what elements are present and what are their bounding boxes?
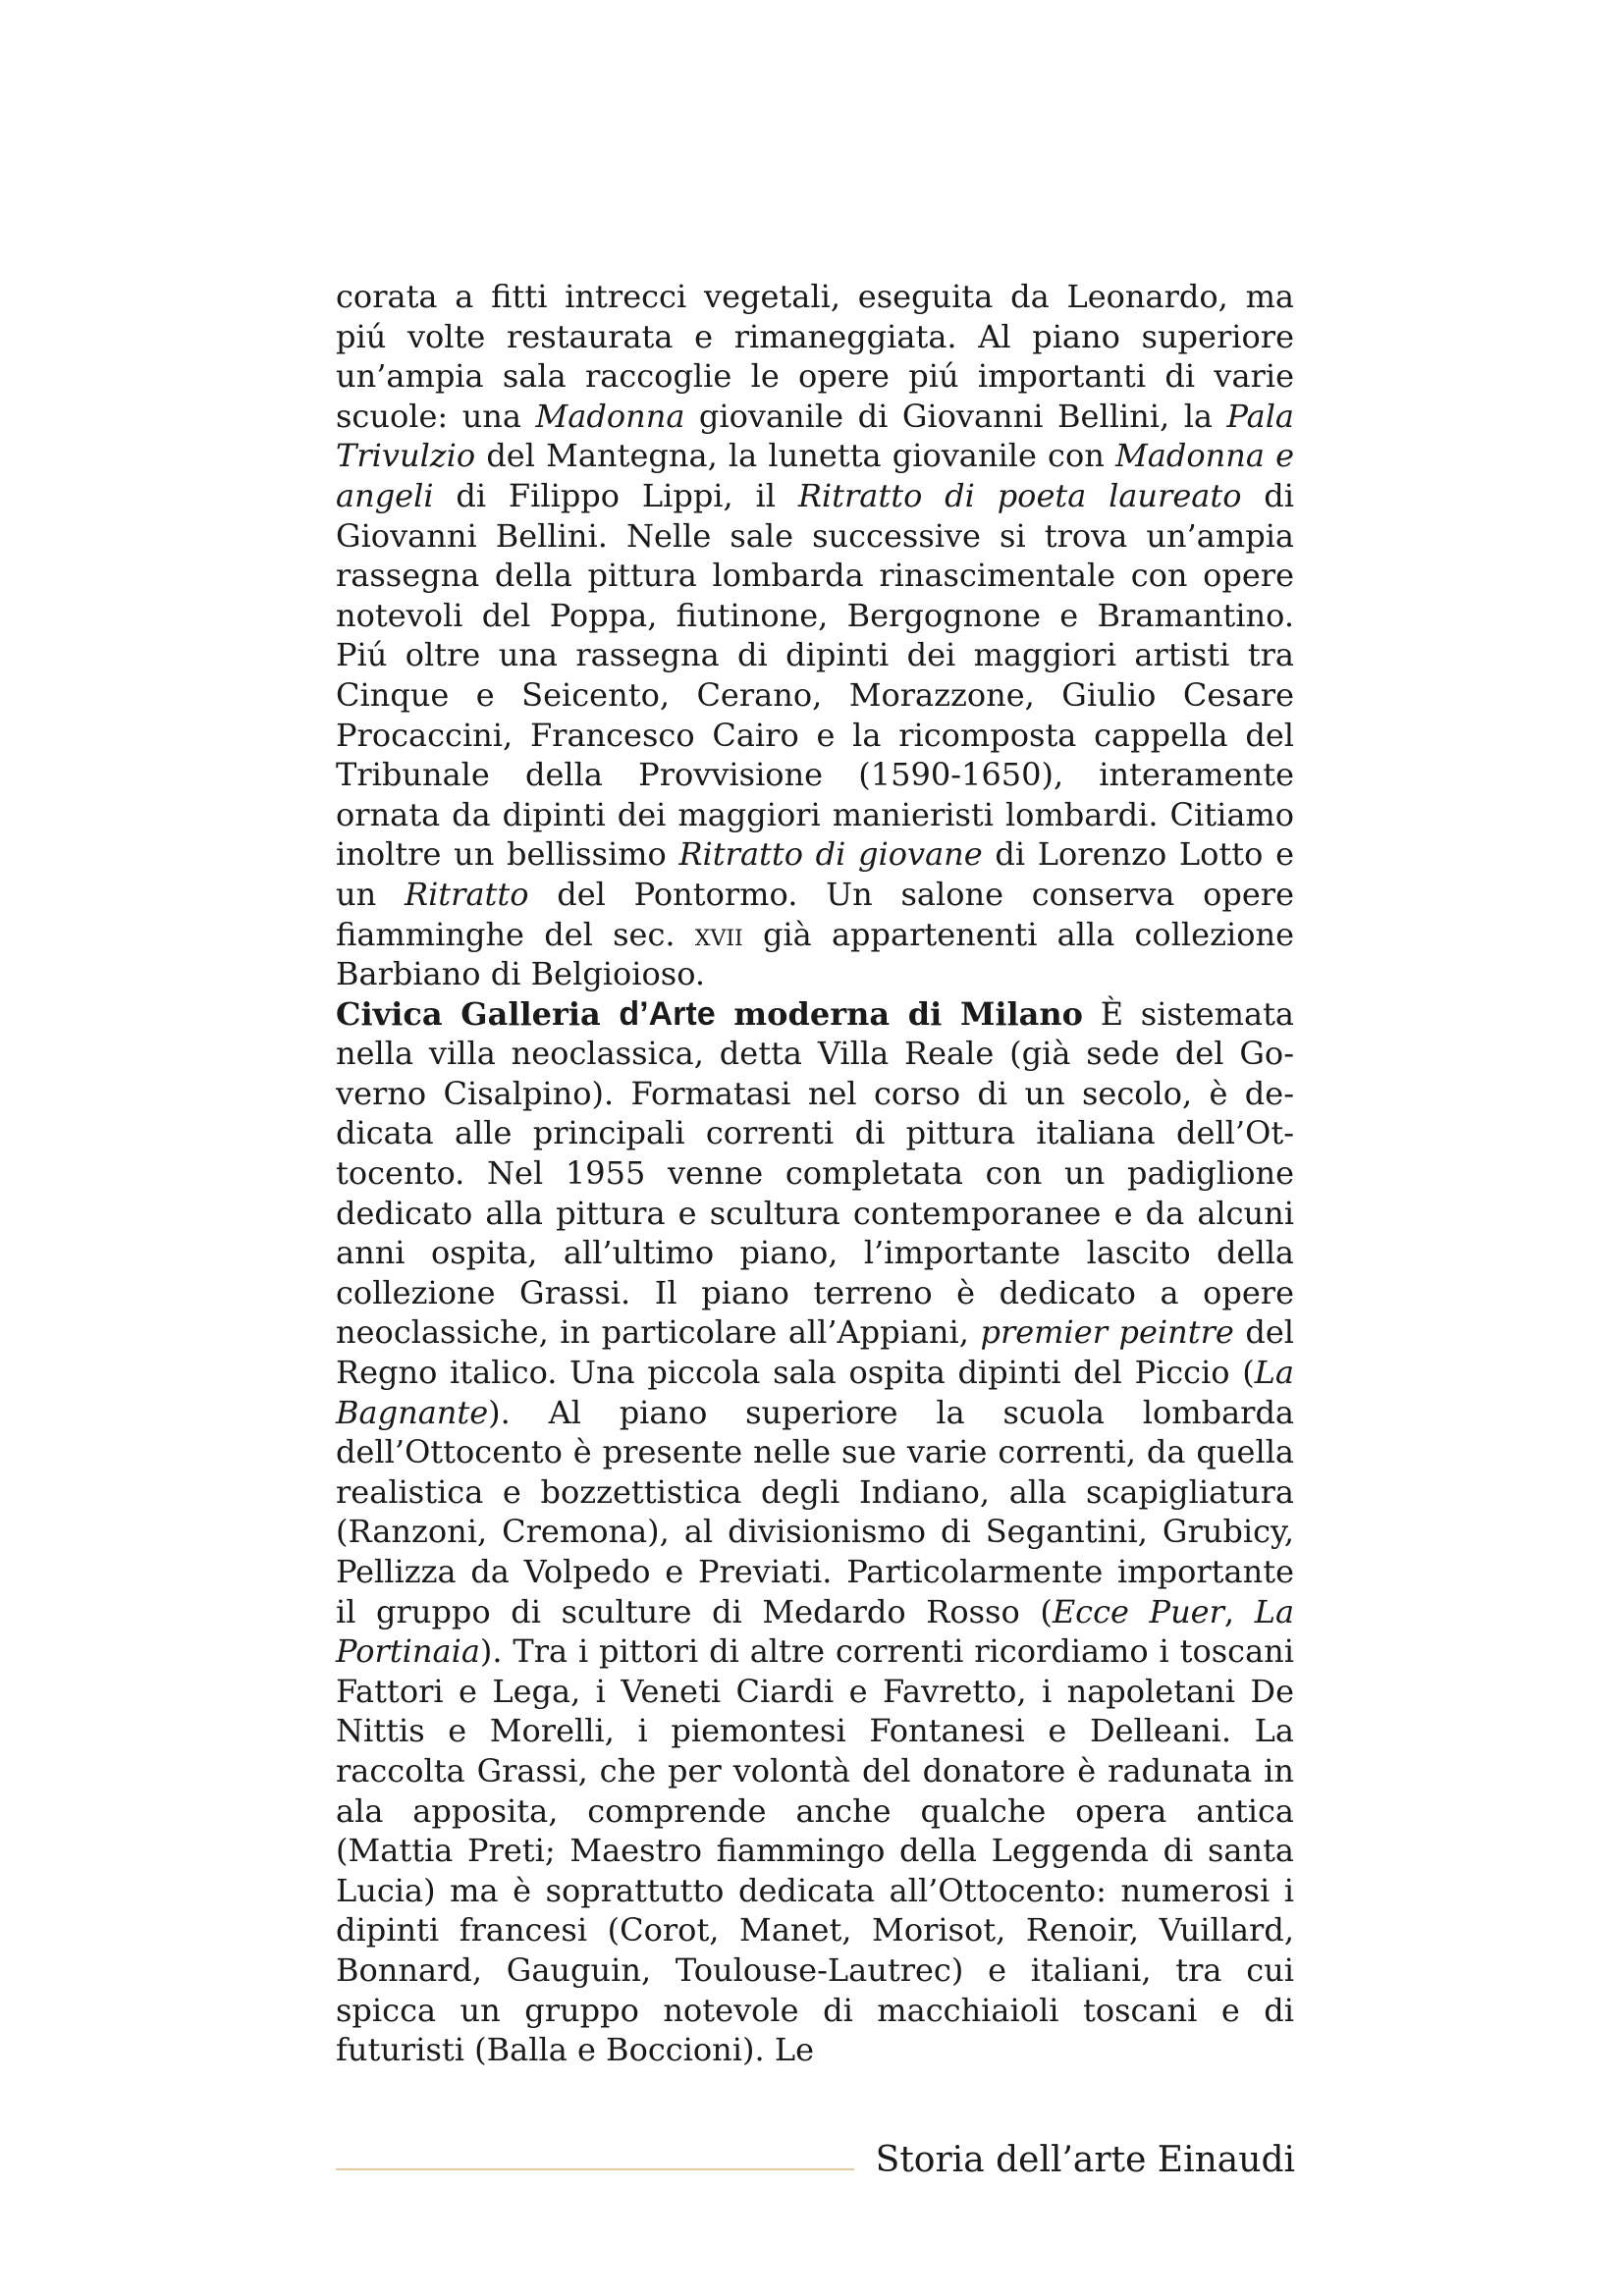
text-run: , [1223, 1592, 1255, 1630]
artwork-title: Ecce Puer [1052, 1592, 1224, 1630]
paragraph-1 [336, 277, 1294, 994]
text-run: del Mantegna, la lunetta giovanile con [475, 437, 1116, 475]
footer-rule [336, 2168, 854, 2170]
text-run: ). Tra i pittori di altre correnti ricordiamo i toscani Fattori e Lega, i Veneti Ciardi e Favretto, i napoletani De Nittis e Morelli, i piemontesi Fontanesi e Delleani. La raccolta Grassi, che per volontà del donatore è radunata in ala apposita, comprende anche qualche opera antica (Mattia Preti; Maestro fiammingo della Leggenda di santa Lucia) ma è soprattutto dedicata all’Ottocento: numerosi i dipinti francesi (Corot, Manet, Morisot, Renoir, Vuillard, Bonnard, Gauguin, Toulouse-Lautrec) e italiani, tra cui spicca un gruppo notevole di macchiaioli toscani e di futuristi (Balla e Boccioni). Le [336, 1632, 1294, 2069]
artwork-title: La Bagnante [336, 1354, 1294, 1431]
text-run: È sistemata nella villa neoclassica, detta Villa Reale (già sede del Governo Cisalpino). Formatasi nel corso di un secolo, è dedicata alle principali correnti di pittura italiana dell’Ottocento. Nel 1955 venne completata con un padiglione dedicato alla pittura e scultura contemporanee e da alcuni anni ospita, all’ultimo piano, l’importante lascito della collezione Grassi. Il piano terreno è dedicato a opere neoclassiche, in particolare all’Appiani, [336, 994, 1295, 1352]
body-text [336, 277, 1294, 2070]
text-run: ). Al piano superiore la scuola lombarda dell’Ottocento è presente nelle sue varie correnti, da quella realistica e bozzettistica degli Indiano, alla scapigliatura (Ranzoni, Cremona), al divisionismo di Segantini, Grubicy, Pellizza da Volpedo e Previati. Particolarmente importante il gruppo di sculture di Medardo Rosso ( [336, 1393, 1294, 1630]
artwork-title: Madonna [535, 397, 685, 435]
text-run: di Giovanni Bellini. Nelle sale successive si trova un’ampia rassegna della pittura lombarda rinascimentale con opere notevoli del Poppa, fiutinone, Bergognone e Bramantino. Piú oltre una rassegna di dipinti dei maggiori artisti tra Cinque e Seicento, Cerano, Morazzone, Giulio Cesare Procaccini, Francesco Cairo e la ricomposta cappella del Tribunale della Provvisione (1590-1650), interamente ornata da dipinti dei maggiori manieristi lombardi. Citiamo inoltre un bellissimo [336, 476, 1295, 874]
text-run: di Lorenzo Lotto e un [336, 835, 1295, 913]
text-run: del Regno italico. Una piccola sala ospita dipinti del Piccio ( [336, 1313, 1295, 1392]
section-heading [336, 995, 1083, 1033]
footer-title: Storia dell’arte Einaudi [875, 2140, 1295, 2180]
heading-part: d’Arte [619, 994, 716, 1033]
text-run: del Pontormo. Un salone conserva opere fiamminghe del sec. [336, 875, 1295, 953]
italic-phrase: premier peintre [980, 1313, 1234, 1352]
paragraph-2 [336, 994, 1294, 2070]
text-run: corata a fitti intrecci vegetali, eseguita da Leonardo, ma piú volte restaurata e rimaneggiata. Al piano superiore un’ampia sala raccoglie le opere piú importanti di varie scuole: una [336, 278, 1294, 435]
text-run: giovanile di Giovanni Bellini, la [684, 397, 1227, 435]
artwork-title: La Portinaia [336, 1592, 1295, 1671]
text-run: di Filippo Lippi, il [433, 476, 798, 514]
heading-part: Civica Galleria [336, 994, 620, 1033]
artwork-title: Ritratto di poeta laureato [797, 476, 1242, 514]
artwork-title: Pala Trivulzio [336, 397, 1294, 475]
artwork-title: Madonna e angeli [336, 437, 1295, 514]
century-numeral: xvii [694, 915, 743, 953]
text-run: già appartenenti alla collezione Barbiano di Belgioioso. [336, 915, 1295, 993]
artwork-title: Ritratto [404, 875, 529, 913]
heading-part: moderna di Milano [715, 994, 1084, 1033]
artwork-title: Ritratto di giovane [678, 835, 983, 874]
